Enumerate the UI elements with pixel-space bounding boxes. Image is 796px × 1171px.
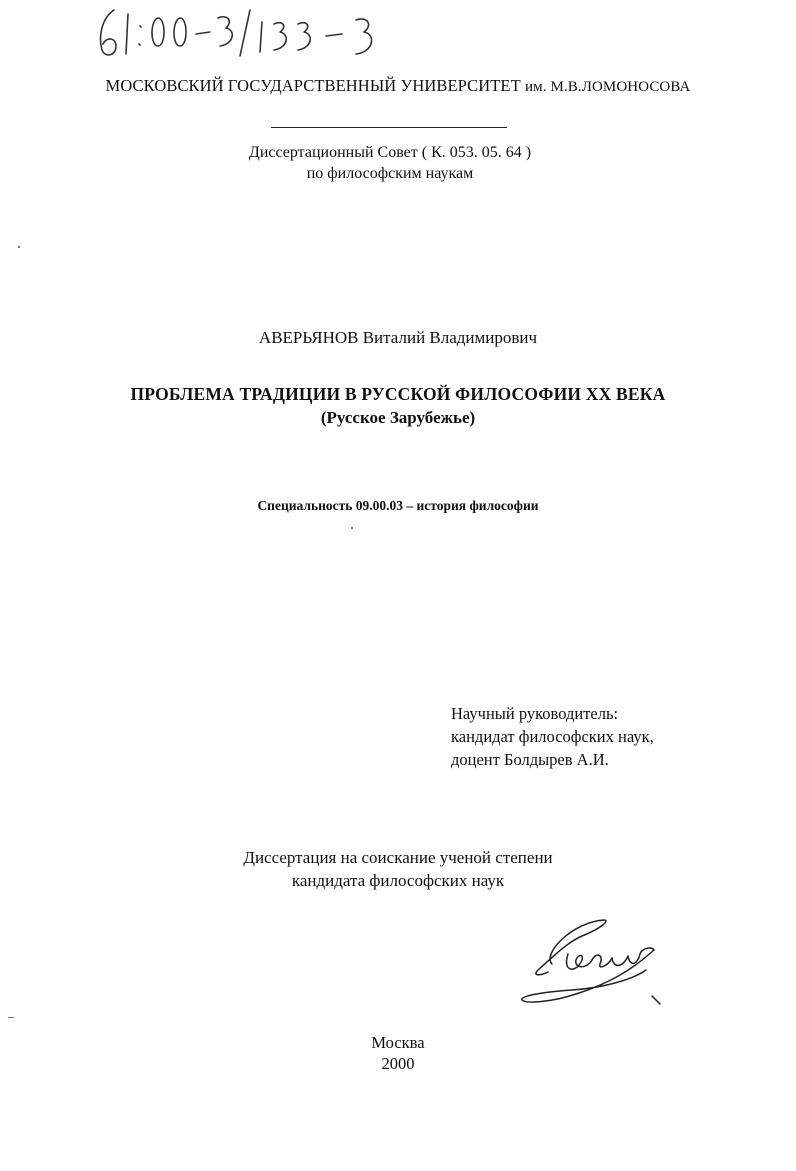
signature-drawing bbox=[512, 914, 672, 1014]
handwritten-code-drawing bbox=[92, 4, 412, 62]
year: 2000 bbox=[381, 1054, 415, 1073]
place-and-year bbox=[0, 1032, 796, 1074]
handwritten-signature bbox=[512, 914, 672, 1014]
supervisor-line-2: кандидат философских наук, bbox=[451, 727, 654, 746]
dissertation-council bbox=[240, 142, 540, 184]
scan-speck bbox=[351, 527, 353, 529]
city: Москва bbox=[371, 1033, 425, 1052]
scan-speck bbox=[8, 1017, 14, 1018]
council-line-1: Диссертационный Совет ( К. 053. 05. 64 ) bbox=[248, 144, 532, 161]
thesis-subtitle: (Русское Зарубежье) bbox=[320, 408, 476, 427]
dissertation-statement bbox=[218, 846, 578, 892]
university-name-suffix: им. М.В.ЛОМОНОСОВА bbox=[525, 79, 691, 95]
council-line-2: по философским наукам bbox=[306, 165, 474, 182]
handwritten-archive-code bbox=[92, 4, 412, 62]
university-name-main: МОСКОВСКИЙ ГОСУДАРСТВЕННЫЙ УНИВЕРСИТЕТ bbox=[105, 76, 521, 95]
supervisor-line-1: Научный руководитель: bbox=[451, 704, 619, 723]
thesis-title: ПРОБЛЕМА ТРАДИЦИИ В РУССКОЙ ФИЛОСОФИИ XX ВЕКА bbox=[130, 384, 666, 404]
scan-speck bbox=[18, 246, 20, 248]
supervisor-line-3: доцент Болдырев А.И. bbox=[451, 750, 609, 769]
university-name bbox=[0, 76, 796, 96]
scientific-supervisor bbox=[451, 702, 654, 771]
dissertation-line-1: Диссертация на соискание ученой степени bbox=[243, 848, 553, 867]
specialty: Специальность 09.00.03 – история философии bbox=[257, 498, 539, 513]
divider-line bbox=[271, 127, 507, 128]
dissertation-line-2: кандидата философских наук bbox=[291, 871, 505, 890]
author-name: АВЕРЬЯНОВ Виталий Владимирович bbox=[258, 328, 538, 347]
